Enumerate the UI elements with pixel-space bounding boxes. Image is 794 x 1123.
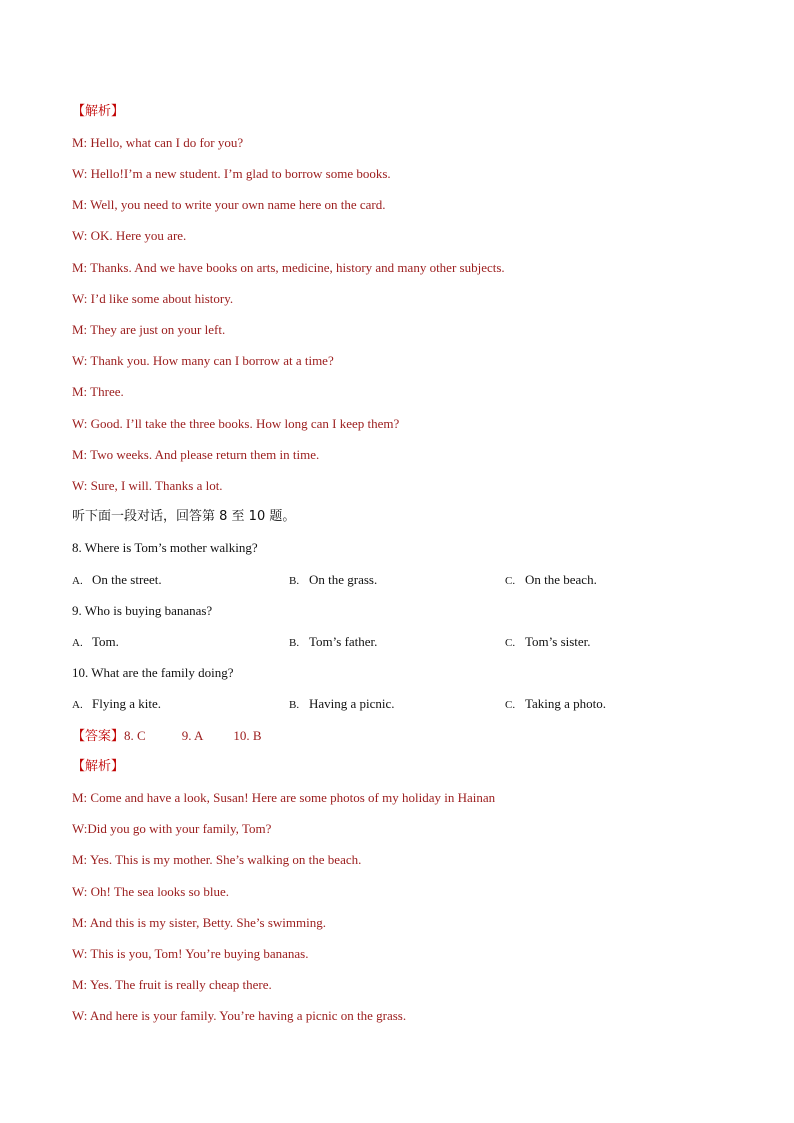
dialogue-line: W: I’d like some about history. <box>72 291 234 306</box>
dialogue-line: M: Three. <box>72 384 124 399</box>
option-letter: C. <box>505 637 516 649</box>
option-letter: A. <box>72 637 83 649</box>
listening-instruction: 听下面一段对话，回答第 8 至 10 题。 <box>72 509 296 524</box>
option-c <box>505 634 591 651</box>
dialogue-line: W: Hello!I’m a new student. I’m glad to borrow some books. <box>72 166 391 181</box>
answer-value: 8. C <box>124 728 146 743</box>
question-stem: 8. Where is Tom’s mother walking? <box>72 540 258 555</box>
dialogue-line: W: This is you, Tom! You’re buying bananas. <box>72 946 309 961</box>
analysis-heading: 【解析】 <box>72 759 125 774</box>
dialogue-line: M: Well, you need to write your own name here on the card. <box>72 197 386 212</box>
option-letter: C. <box>505 699 516 711</box>
option-b <box>289 696 395 713</box>
dialogue-line: W: OK. Here you are. <box>72 228 187 243</box>
option-letter: A. <box>72 699 83 711</box>
option-c <box>505 696 606 713</box>
answer-value: 10. B <box>233 728 262 743</box>
option-text: On the beach. <box>525 572 597 587</box>
question-stem: 9. Who is buying bananas? <box>72 603 213 618</box>
option-letter: C. <box>505 575 516 587</box>
dialogue-line: W: Thank you. How many can I borrow at a time? <box>72 353 334 368</box>
option-text: Tom. <box>92 634 119 649</box>
dialogue-line: M: Come and have a look, Susan! Here are some photos of my holiday in Hainan <box>72 790 496 805</box>
dialogue-line: M: Two weeks. And please return them in time. <box>72 447 320 462</box>
question-stem: 10. What are the family doing? <box>72 665 234 680</box>
option-a <box>72 572 162 589</box>
option-text: Having a picnic. <box>309 696 395 711</box>
dialogue-line: W: Oh! The sea looks so blue. <box>72 884 230 899</box>
option-text: Tom’s father. <box>309 634 378 649</box>
dialogue-line: W: And here is your family. You’re having a picnic on the grass. <box>72 1008 407 1023</box>
dialogue-line: M: Thanks. And we have books on arts, medicine, history and many other subjects. <box>72 260 505 275</box>
dialogue-line: W: Good. I’ll take the three books. How long can I keep them? <box>72 416 400 431</box>
option-b <box>289 634 377 651</box>
dialogue-line: W:Did you go with your family, Tom? <box>72 821 272 836</box>
option-letter: A. <box>72 575 83 587</box>
dialogue-line: M: And this is my sister, Betty. She’s swimming. <box>72 915 326 930</box>
analysis-heading: 【解析】 <box>72 104 125 119</box>
option-letter: B. <box>289 575 300 587</box>
option-c <box>505 572 597 589</box>
option-text: On the grass. <box>309 572 378 587</box>
dialogue-line: M: Yes. This is my mother. She’s walking on the beach. <box>72 852 362 867</box>
option-text: Taking a photo. <box>525 696 607 711</box>
option-text: Flying a kite. <box>92 696 161 711</box>
option-a <box>72 696 161 713</box>
answer-line <box>72 728 262 745</box>
answer-label: 【答案】 <box>72 729 125 744</box>
answer-value: 9. A <box>181 728 204 743</box>
dialogue-line: M: Yes. The fruit is really cheap there. <box>72 977 272 992</box>
option-letter: B. <box>289 637 300 649</box>
option-letter: B. <box>289 699 300 711</box>
dialogue-line: W: Sure, I will. Thanks a lot. <box>72 478 223 493</box>
dialogue-line: M: They are just on your left. <box>72 322 226 337</box>
option-b <box>289 572 377 589</box>
dialogue-line: M: Hello, what can I do for you? <box>72 135 244 150</box>
option-text: Tom’s sister. <box>525 634 591 649</box>
option-text: On the street. <box>92 572 162 587</box>
option-a <box>72 634 119 651</box>
